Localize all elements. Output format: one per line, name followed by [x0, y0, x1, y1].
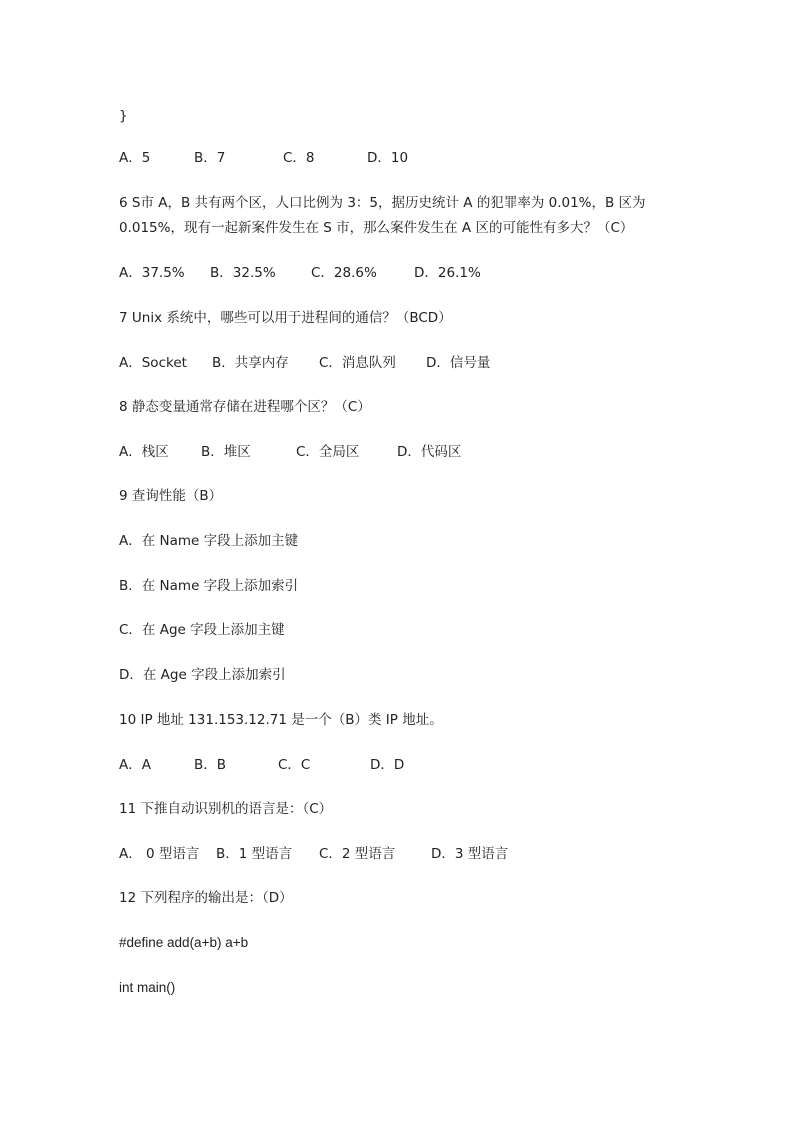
q11-option-b: B．1 型语言 — [216, 846, 293, 862]
code-line-main: int main() — [119, 980, 176, 995]
q8-option-b: B．堆区 — [201, 444, 251, 460]
q6-option-c: C．28.6% — [311, 265, 377, 281]
q8-text: 8 静态变量通常存储在进程哪个区？（C） — [119, 399, 371, 415]
q6-text-line2: 0.015%，现有一起新案件发生在 S 市，那么案件发生在 A 区的可能性有多大？（C） — [119, 220, 634, 236]
q7-option-a: A．Socket — [119, 355, 187, 371]
q6-option-b: B．32.5% — [210, 265, 276, 281]
q8-option-a: A．栈区 — [119, 444, 169, 460]
q12-text: 12 下列程序的输出是：（D） — [119, 890, 293, 906]
q11-option-a: A． 0 型语言 — [119, 846, 200, 862]
q11-option-d: D．3 型语言 — [431, 846, 509, 862]
q6-text-line1: 6 S市 A，B 共有两个区，人口比例为 3：5，据历史统计 A 的犯罪率为 0.01%，B 区为 — [119, 195, 646, 211]
q9-option-c: C．在 Age 字段上添加主键 — [119, 622, 285, 638]
q10-option-c: C．C — [278, 757, 311, 773]
q7-option-d: D．信号量 — [426, 355, 491, 371]
q10-option-a: A．A — [119, 757, 151, 773]
q11-option-c: C．2 型语言 — [319, 846, 396, 862]
q11-text: 11 下推自动识别机的语言是：（C） — [119, 801, 333, 817]
q10-text: 10 IP 地址 131.153.12.71 是一个（B）类 IP 地址。 — [119, 712, 443, 728]
q5-option-c: C．8 — [283, 150, 315, 166]
q10-options — [119, 755, 679, 775]
q6-option-d: D．26.1% — [414, 265, 481, 281]
q9-option-a: A．在 Name 字段上添加主键 — [119, 533, 299, 549]
q10-option-b: B．B — [194, 757, 227, 773]
q5-option-b: B．7 — [194, 150, 226, 166]
q8-option-c: C．全局区 — [296, 444, 360, 460]
q7-option-b: B．共享内存 — [212, 355, 289, 371]
q7-text: 7 Unix 系统中，哪些可以用于进程间的通信？（BCD） — [119, 310, 452, 326]
q7-options — [119, 353, 679, 373]
q5-option-d: D．10 — [367, 150, 409, 166]
q9-option-d: D．在 Age 字段上添加索引 — [119, 667, 286, 683]
q10-option-d: D．D — [370, 757, 405, 773]
q9-option-b: B．在 Name 字段上添加索引 — [119, 578, 299, 594]
closing-brace: } — [119, 108, 128, 124]
q5-options — [119, 148, 679, 168]
q5-option-a: A．5 — [119, 150, 151, 166]
q7-option-c: C．消息队列 — [319, 355, 396, 371]
q8-options — [119, 442, 679, 462]
q6-option-a: A．37.5% — [119, 265, 185, 281]
q6-options — [119, 263, 679, 283]
q8-option-d: D．代码区 — [397, 444, 462, 460]
q9-text: 9 查询性能（B） — [119, 488, 223, 504]
code-line-define: #define add(a+b) a+b — [119, 935, 249, 950]
q11-options — [119, 844, 679, 864]
